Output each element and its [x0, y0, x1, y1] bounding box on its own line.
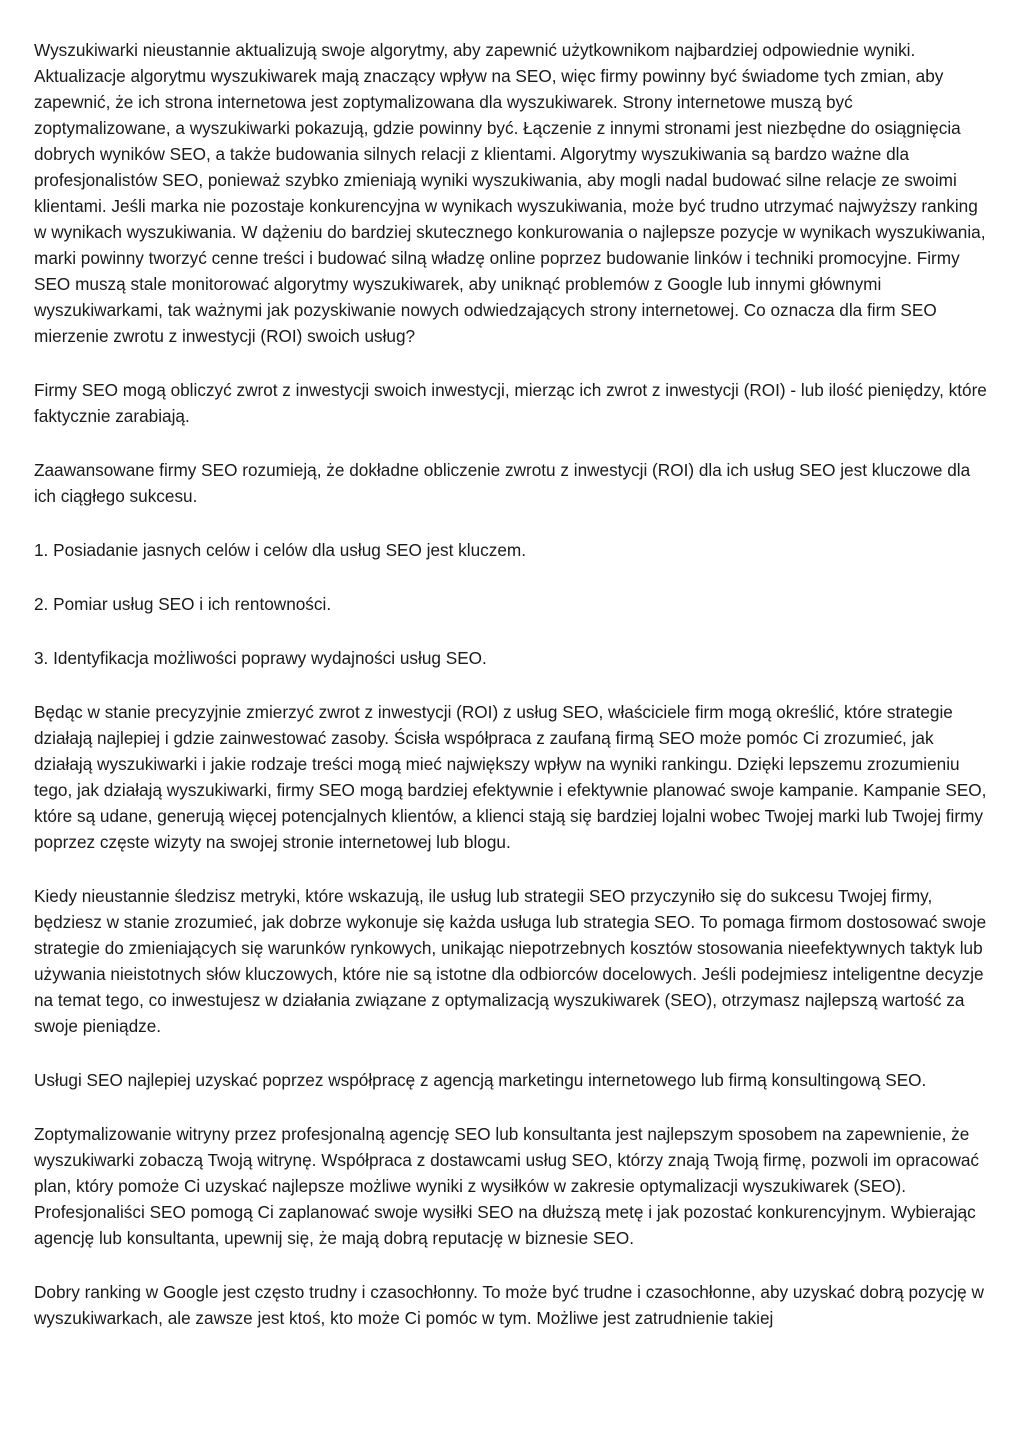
paragraph-tracking-metrics: Kiedy nieustannie śledzisz metryki, które wskazują, ile usług lub strategii SEO przyczyniło się do sukcesu Twojej firmy, będziesz w stanie zrozumieć, jak dobrze wykonuje się każda usługa lub strategia SEO. To pomaga firmom dostosować swoje strategie do zmieniających się warunków rynkowych, unikając niepotrzebnych kosztów stosowania nieefektywnych taktyk lub używania nieistotnych słów kluczowych, które nie są istotne dla odbiorców docelowych. Jeśli podejmiesz inteligentne decyzje na temat tego, co inwestujesz w działania związane z optymalizacją wyszukiwarek (SEO), otrzymasz najlepszą wartość za swoje pieniądze.: [34, 886, 987, 1036]
list-item-measurement: 2. Pomiar usług SEO i ich rentowności.: [34, 594, 332, 614]
paragraph-agency-cooperation: Usługi SEO najlepiej uzyskać poprzez współpracę z agencją marketingu internetowego lub firmą konsultingową SEO.: [34, 1070, 927, 1090]
list-item-improvement: 3. Identyfikacja możliwości poprawy wydajności usług SEO.: [34, 648, 487, 668]
paragraph-roi-calculation: Firmy SEO mogą obliczyć zwrot z inwestycji swoich inwestycji, mierząc ich zwrot z inwestycji (ROI) - lub ilość pieniędzy, które faktycznie zarabiają.: [34, 380, 987, 426]
paragraph-google-ranking: Dobry ranking w Google jest często trudny i czasochłonny. To może być trudne i czasochłonne, aby uzyskać dobrą pozycję w wyszukiwarkach, ale zawsze jest ktoś, kto może Ci pomóc w tym. Możliwe jest zatrudnienie takiej: [34, 1282, 984, 1328]
paragraph-professional-optimization: Zoptymalizowanie witryny przez profesjonalną agencję SEO lub konsultanta jest najlepszym sposobem na zapewnienie, że wyszukiwarki zobaczą Twoją witrynę. Współpraca z dostawcami usług SEO, którzy znają Twoją firmę, pozwoli im opracować plan, który pomoże Ci uzyskać najlepsze możliwe wyniki z wysiłków w zakresie optymalizacji wyszukiwarek (SEO). Profesjonaliści SEO pomogą Ci zaplanować swoje wysiłki SEO na dłuższą metę i jak pozostać konkurencyjnym. Wybierając agencję lub konsultanta, upewnij się, że mają dobrą reputację w biznesie SEO.: [34, 1124, 980, 1248]
paragraph-algorithms: Wyszukiwarki nieustannie aktualizują swoje algorytmy, aby zapewnić użytkownikom najbardziej odpowiednie wyniki. Aktualizacje algorytmu wyszukiwarek mają znaczący wpływ na SEO, więc firmy powinny być świadome tych zmian, aby zapewnić, że ich strona internetowa jest zoptymalizowana dla wyszukiwarek. Strony internetowe muszą być zoptymalizowane, a wyszukiwarki pokazują, gdzie powinny być. Łączenie z innymi stronami jest niezbędne do osiągnięcia dobrych wyników SEO, a także budowania silnych relacji z klientami. Algorytmy wyszukiwania są bardzo ważne dla profesjonalistów SEO, ponieważ szybko zmieniają wyniki wyszukiwania, aby mogli nadal budować silne relacje ze swoimi klientami. Jeśli marka nie pozostaje konkurencyjna w wynikach wyszukiwania, może być trudno utrzymać najwyższy ranking w wynikach wyszukiwania. W dążeniu do bardziej skutecznego konkurowania o najlepsze pozycje w wynikach wyszukiwania, marki powinny tworzyć cenne treści i budować silną władzę online poprzez budowanie linków i techniki promocyjne. Firmy SEO muszą stale monitorować algorytmy wyszukiwarek, aby uniknąć problemów z Google lub innymi głównymi wyszukiwarkami, tak ważnymi jak pozyskiwanie nowych odwiedzających strony internetowej. Co oznacza dla firm SEO mierzenie zwrotu z inwestycji (ROI) swoich usług?: [34, 40, 986, 346]
paragraph-precise-measurement: Będąc w stanie precyzyjnie zmierzyć zwrot z inwestycji (ROI) z usług SEO, właściciele firm mogą określić, które strategie działają najlepiej i gdzie zainwestować zasoby. Ścisła współpraca z zaufaną firmą SEO może pomóc Ci zrozumieć, jak działają wyszukiwarki i jakie rodzaje treści mogą mieć największy wpływ na wyniki rankingu. Dzięki lepszemu zrozumieniu tego, jak działają wyszukiwarki, firmy SEO mogą bardziej efektywnie i efektywnie planować swoje kampanie. Kampanie SEO, które są udane, generują więcej potencjalnych klientów, a klienci stają się bardziej lojalni wobec Twojej marki lub Twojej firmy poprzez częste wizyty na swojej stronie internetowej lub blogu.: [34, 702, 987, 852]
list-item-goals: 1. Posiadanie jasnych celów i celów dla usług SEO jest kluczem.: [34, 540, 526, 560]
paragraph-advanced-firms: Zaawansowane firmy SEO rozumieją, że dokładne obliczenie zwrotu z inwestycji (ROI) dla ich usług SEO jest kluczowe dla ich ciągłego sukcesu.: [34, 460, 971, 506]
